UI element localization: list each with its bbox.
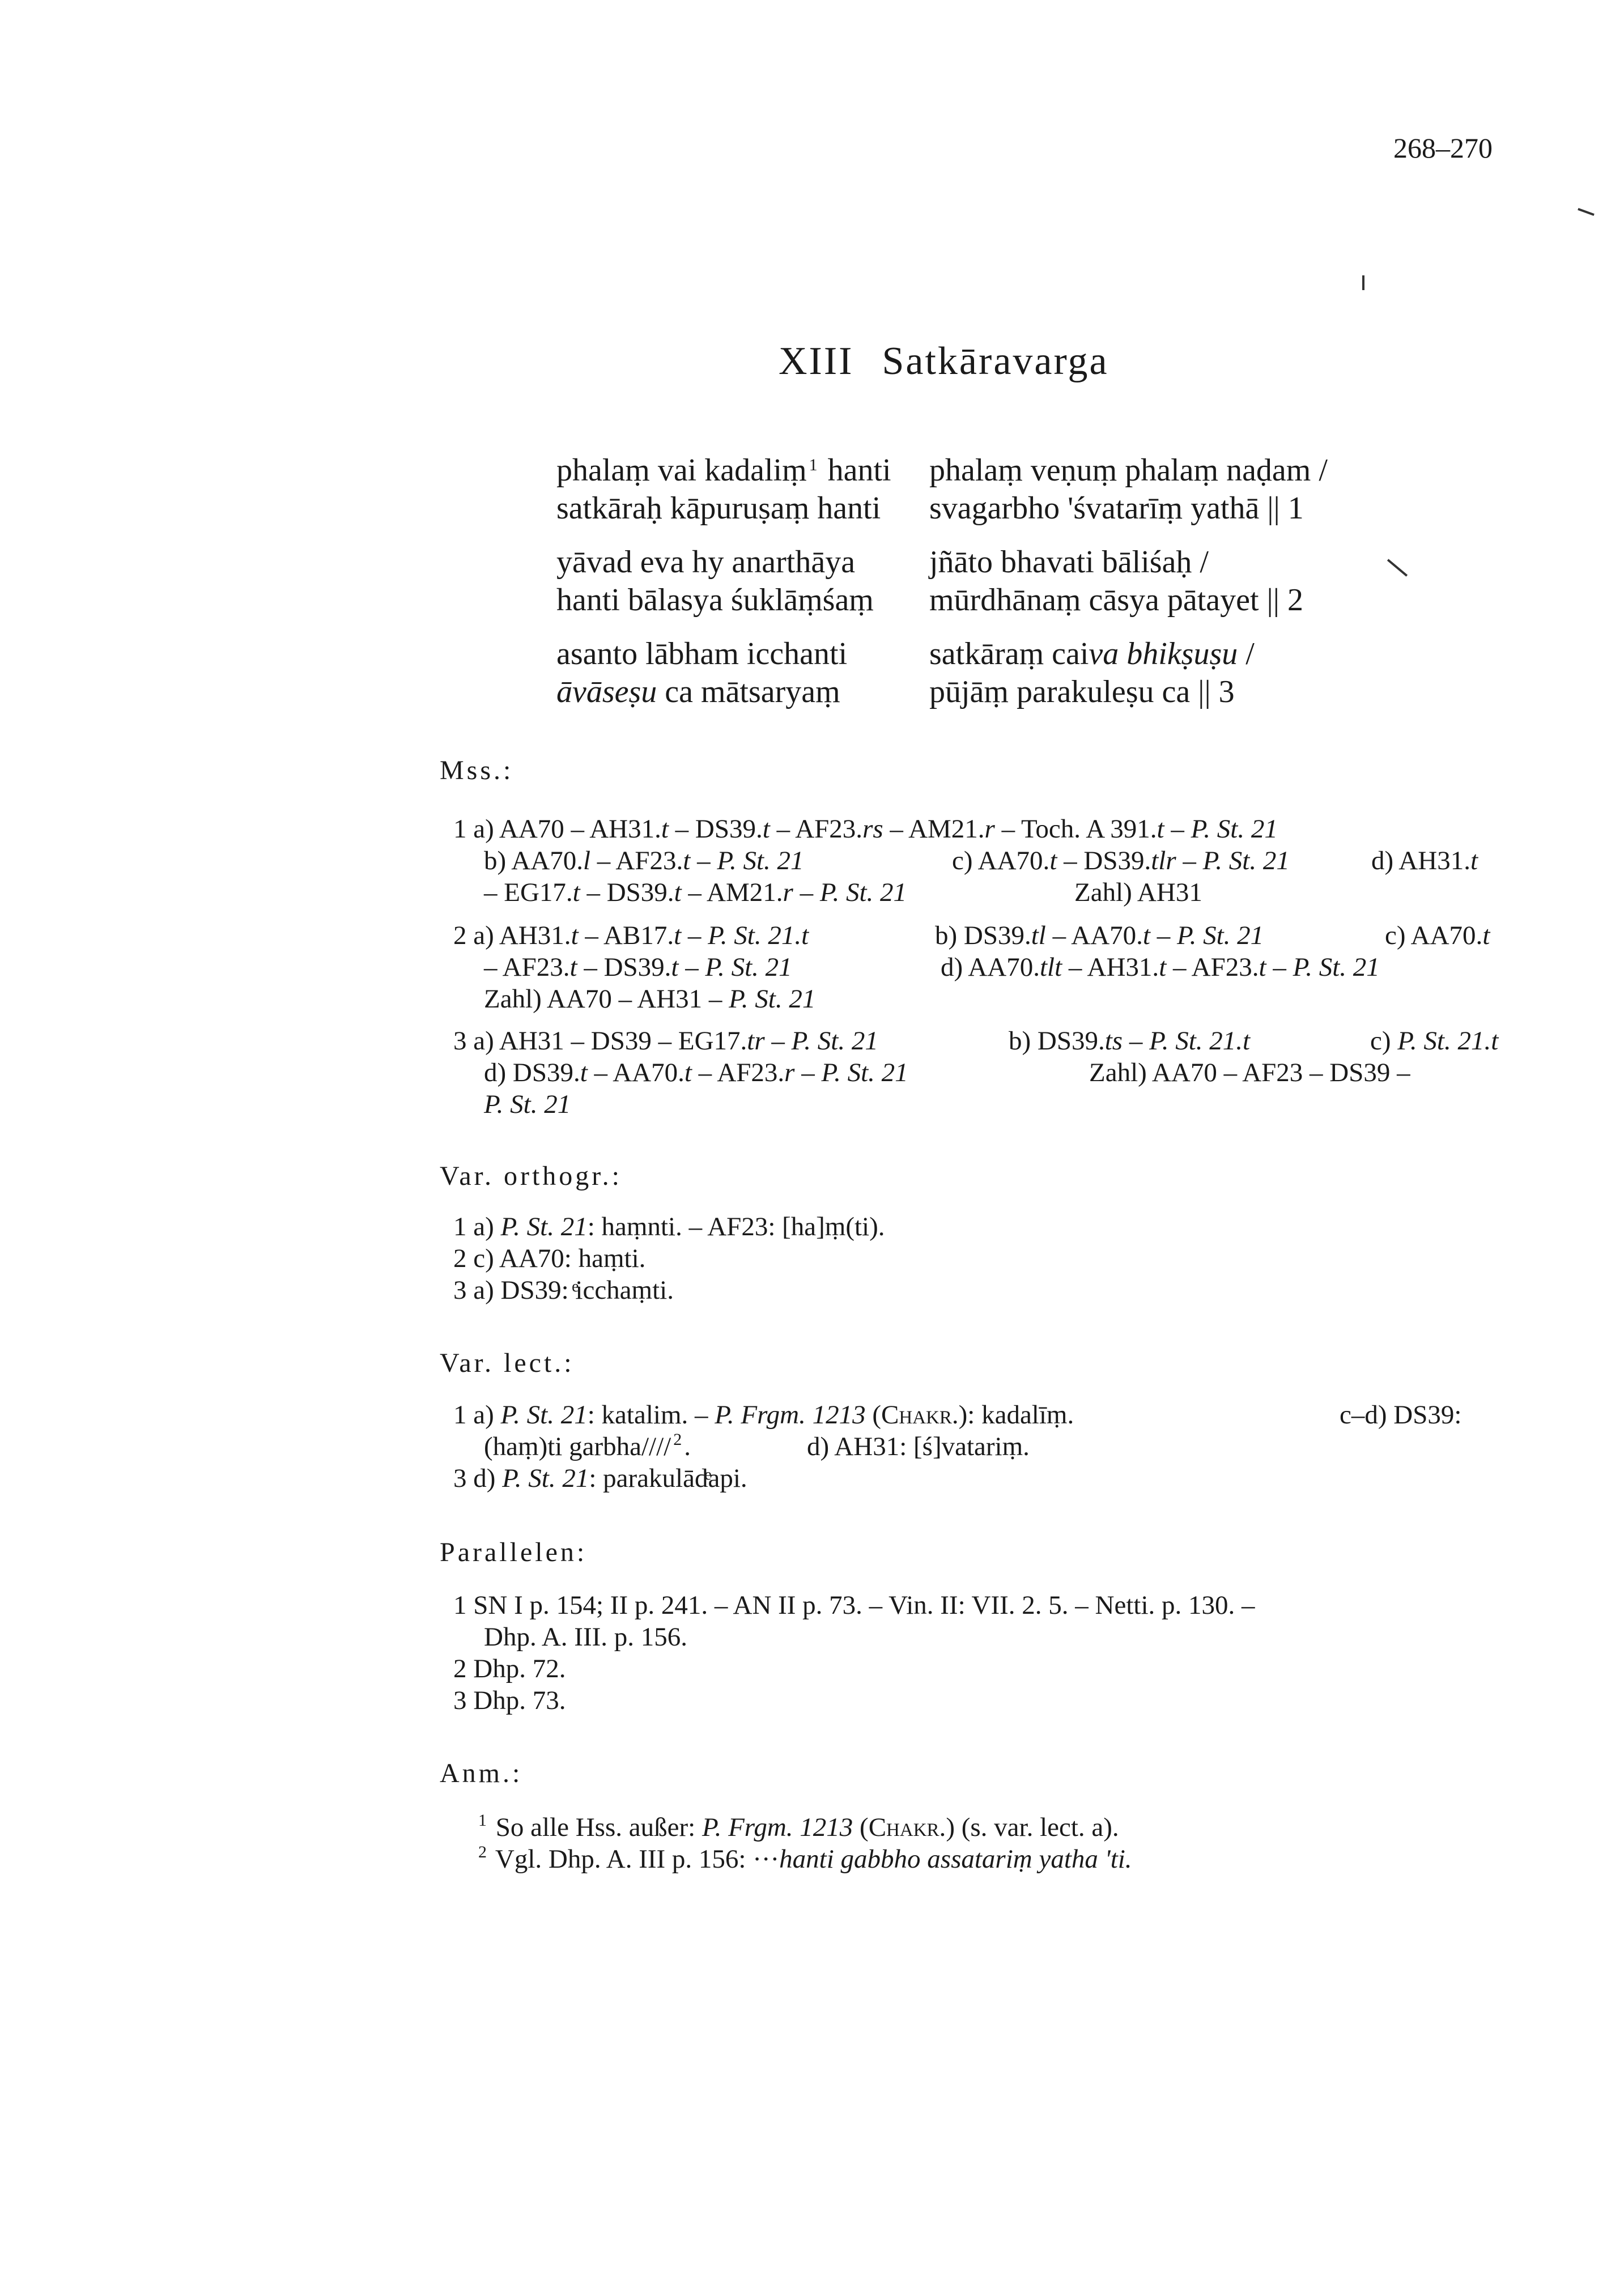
mss-verse-3-line-1-c: c) P. St. 21.t: [1370, 1026, 1499, 1056]
chapter-title: Satkāravarga: [882, 339, 1109, 383]
verse-2-line-2-left: hanti bālasya śuklāṃśaṃ: [556, 582, 874, 618]
mss-verse-2-line-2-d: d) AA70.tlt – AH31.t – AF23.t – P. St. 21: [941, 953, 1380, 982]
verse-1-line-1-right: phalaṃ veṇuṃ phalaṃ naḍam /: [929, 453, 1328, 488]
verse-3-line-1-left: asanto lābham icchanti: [556, 636, 848, 671]
footnote-marker-2: 2: [673, 1430, 682, 1449]
mss-heading: Mss.:: [440, 755, 514, 785]
anm-note-1: $^1$ So alle Hss. außer: P. Frgm. 1213 (Chakr.) (s. var. lect. a).: [478, 1811, 1119, 1842]
parallelen-line-2: Dhp. A. III. p. 156.: [484, 1622, 687, 1652]
anm-note-2: $^2$ Vgl. Dhp. A. III p. 156: ···hanti gabbho assatariṃ yatha 'ti.: [478, 1843, 1132, 1874]
verse-1-line-1-left: phalaṃ vai kadaliṃ $^1$ hanti: [556, 453, 891, 488]
parallelen-heading: Parallelen:: [440, 1537, 588, 1567]
mss-verse-2-line-1-b: b) DS39.tl – AA70.t – P. St. 21: [935, 921, 1264, 950]
verse-3-line-2-left: āvāseṣu ca mātsaryaṃ: [556, 674, 840, 709]
verse-2-line-1-right: jñāto bhavati bāliśaḥ /: [929, 545, 1209, 580]
anm-heading: Anm.:: [440, 1758, 523, 1788]
page-number: 268–270: [1393, 132, 1493, 164]
verse-3-line-1-right: satkāraṃ caiva bhikṣuṣu /: [929, 636, 1255, 671]
mss-verse-3-line-2-zahl: Zahl) AA70 – AF23 – DS39 –: [1089, 1058, 1410, 1087]
var-orthogr-line-3: 3 a) DS39: ͤicchaṃti.: [453, 1275, 674, 1305]
var-lect-line-2: (haṃ)ti garbha//// $^2$.: [484, 1430, 691, 1461]
mss-verse-3-line-1-b: b) DS39.ts – P. St. 21.t: [1009, 1026, 1251, 1056]
verse-2-line-2-right: mūrdhānaṃ cāsya pātayet || 2: [929, 582, 1303, 618]
mss-verse-1-line-2-d: d) AH31.t: [1371, 846, 1478, 875]
parallelen-line-4: 3 Dhp. 73.: [453, 1686, 566, 1715]
parallelen-line-1: 1 SN I p. 154; II p. 241. – AN II p. 73. – Vin. II: VII. 2. 5. – Netti. p. 130. –: [453, 1591, 1255, 1620]
scan-artifact-dot: [1362, 275, 1364, 290]
mss-verse-1-line-1: 1 a) AA70 – AH31.t – DS39.t – AF23.rs – AM21.r – Toch. A 391.t – P. St. 21: [453, 814, 1278, 844]
mss-verse-2-line-1: 2 a) AH31.t – AB17.t – P. St. 21.t: [453, 921, 809, 950]
var-orthogr-heading: Var. orthogr.:: [440, 1161, 622, 1191]
var-lect-line-3: 3 d) P. St. 21: parakulādͤapi.: [453, 1464, 747, 1493]
mss-verse-3-line-3: P. St. 21: [484, 1090, 571, 1119]
var-lect-line-1: 1 a) P. St. 21: katalim. – P. Frgm. 1213 (Chakr.): kadalīṃ.: [453, 1400, 1074, 1430]
mss-verse-1-line-3-zahl: Zahl) AH31: [1074, 878, 1202, 907]
var-lect-line-2-d: d) AH31: [ś]vatariṃ.: [807, 1432, 1030, 1461]
var-lect-heading: Var. lect.:: [440, 1348, 575, 1378]
parallelen-line-3: 2 Dhp. 72.: [453, 1654, 566, 1683]
mss-verse-2-line-2: – AF23.t – DS39.t – P. St. 21: [484, 953, 792, 982]
mss-verse-1-line-3: – EG17.t – DS39.t – AM21.r – P. St. 21: [484, 878, 907, 907]
scan-artifact-slash: [1387, 559, 1408, 576]
mss-verse-2-line-3: Zahl) AA70 – AH31 – P. St. 21: [484, 984, 816, 1014]
mss-verse-2-line-1-c: c) AA70.t: [1385, 921, 1490, 950]
verse-2-line-1-left: yāvad eva hy anarthāya: [556, 545, 856, 580]
mss-verse-3-line-2: d) DS39.t – AA70.t – AF23.r – P. St. 21: [484, 1058, 908, 1087]
verse-1-line-2-right: svagarbho 'śvatarīṃ yathā || 1: [929, 491, 1304, 526]
var-orthogr-line-1: 1 a) P. St. 21: haṃnti. – AF23: [ha]ṃ(ti).: [453, 1212, 885, 1241]
var-lect-line-1-cd: c–d) DS39:: [1340, 1400, 1462, 1430]
var-orthogr-line-2: 2 c) AA70: haṃti.: [453, 1244, 646, 1273]
mss-verse-3-line-1: 3 a) AH31 – DS39 – EG17.tr – P. St. 21: [453, 1026, 878, 1056]
chapter-heading: [779, 339, 1109, 384]
verse-3-line-2-right: pūjāṃ parakuleṣu ca || 3: [929, 674, 1235, 709]
chapter-number: XIII: [779, 339, 854, 383]
mss-verse-1-line-2: b) AA70.l – AF23.t – P. St. 21: [484, 846, 804, 875]
mss-verse-1-line-2-c: c) AA70.t – DS39.tlr – P. St. 21: [952, 846, 1290, 875]
footnote-marker-1: 1: [809, 456, 818, 474]
scan-artifact-top-right: [1578, 208, 1595, 216]
verse-1-line-2-left: satkāraḥ kāpuruṣaṃ hanti: [556, 491, 881, 526]
